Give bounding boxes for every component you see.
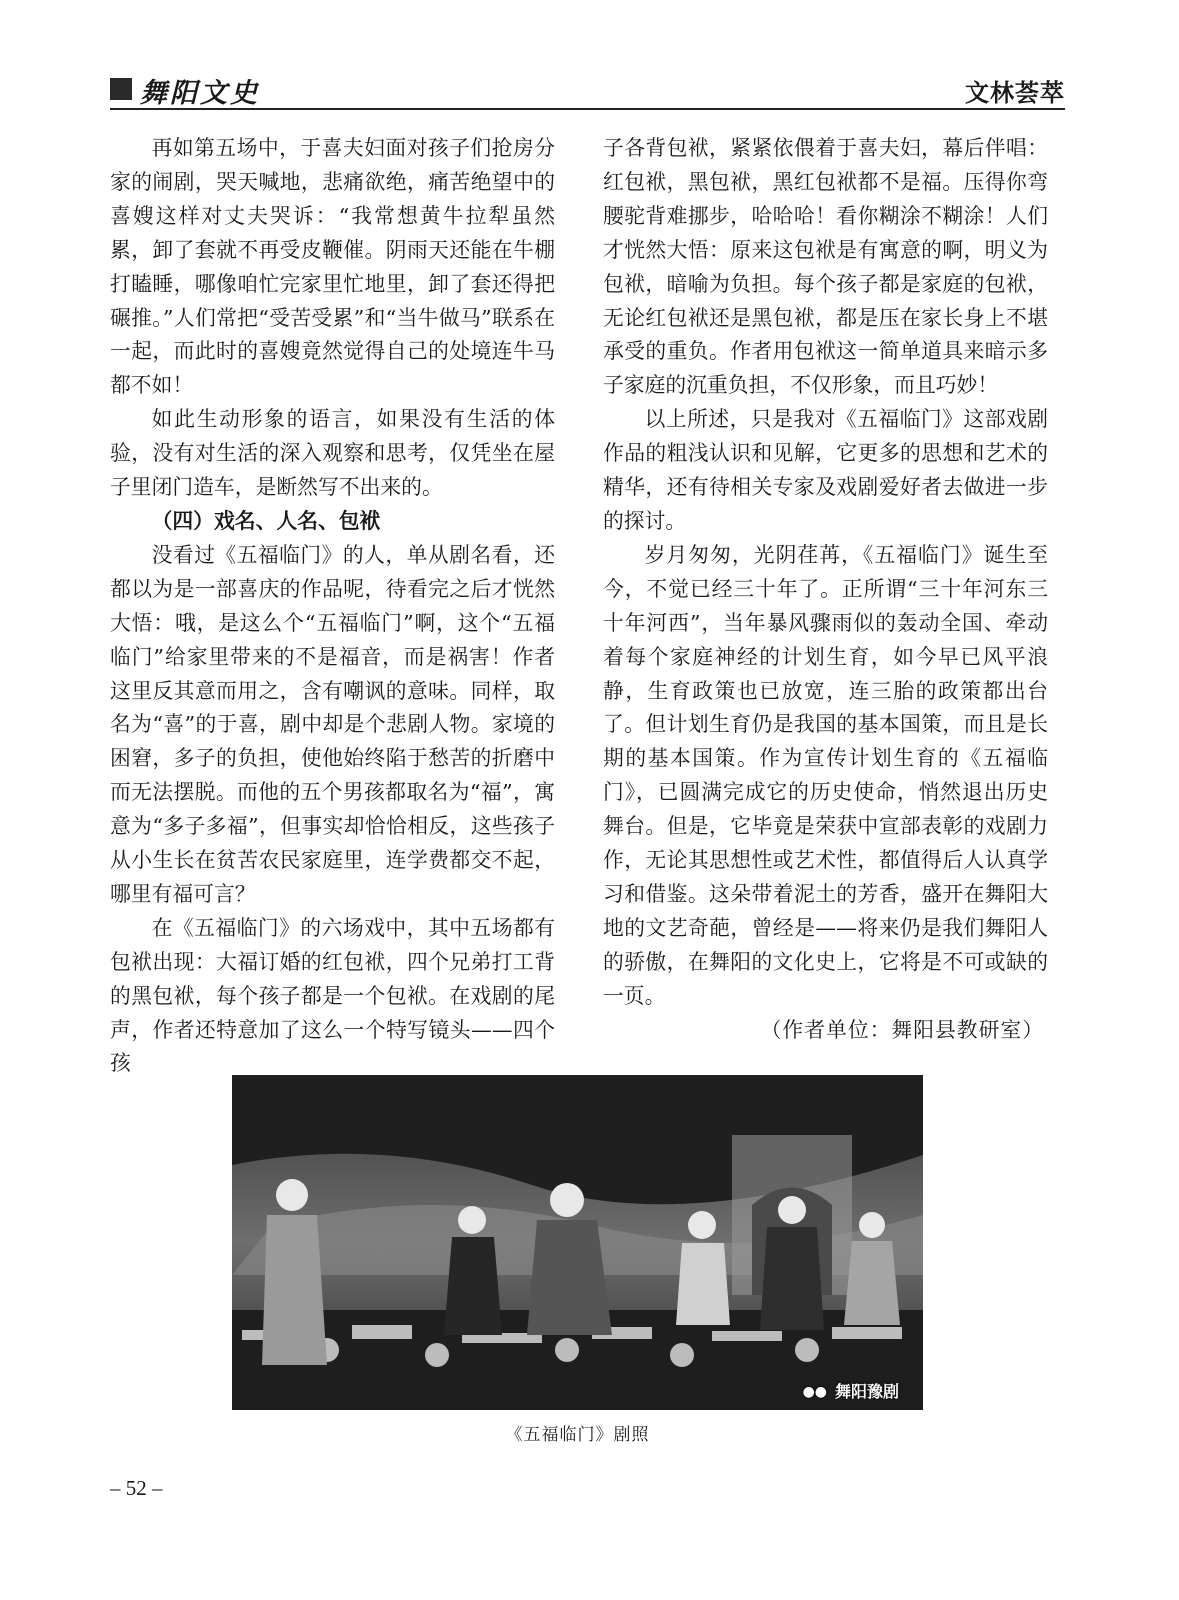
paragraph: 岁月匆匆，光阴荏苒，《五福临门》诞生至今，不觉已经三十年了。正所谓“三十年河东三十年河西”，当年暴风骤雨似的轰动全国、牵动着每个家庭神经的计划生育，如今早已风平浪静，生育政策也已放宽，连三胎的政策都出台了。但计划生育仍是我国的基本国策，而且是长期的基本国策。作为宣传计划生育的《五福临门》，已圆满完成它的历史使命，悄然退出历史舞台。但是，它毕竟是荣获中宣部表彰的戏剧力作，无论其思想性或艺术性，都值得后人认真学习和借鉴。这朵带着泥土的芳香，盛开在舞阳大地的文艺奇葩，曾经是——将来仍是我们舞阳人的骄傲，在舞阳的文化史上，它将是不可或缺的一页。	[603, 542, 1048, 1008]
journal-title: 舞阳文史	[140, 78, 260, 109]
section-subheading: （四）戏名、人名、包袱	[151, 508, 381, 533]
photo-watermark: 舞阳豫剧	[834, 1382, 899, 1401]
paragraph: 如此生动形象的语言，如果没有生活的体验，没有对生活的深入观察和思考，仅凭坐在屋子里闭门造车，是断然写不出来的。	[110, 407, 555, 500]
section-title: 文林荟萃	[965, 79, 1065, 107]
paragraph-continued: 子各背包袱，紧紧依偎着于喜夫妇，幕后伴唱：红包袱，黑包袱，黑红包袱都不是福。压得你弯腰驼背难挪步，哈哈哈！看你糊涂不糊涂！人们才恍然大悟：原来这包袱是有寓意的啊，明义为包袱，暗喻为负担。每个孩子都是家庭的包袱，无论红包袱还是黑包袱，都是压在家长身上不堪承受的重负。作者用包袱这一简单道具来暗示多子家庭的沉重负担，不仅形象，而且巧妙！	[603, 136, 1048, 398]
page-header	[110, 70, 1065, 110]
left-column	[110, 132, 555, 1081]
wechat-icon: ●●	[802, 1384, 827, 1400]
stage-photo-image	[232, 1075, 923, 1410]
photo-caption: 《五福临门》剧照	[505, 1425, 650, 1445]
stage-photo	[232, 1075, 923, 1410]
paragraph: 以上所述，只是我对《五福临门》这部戏剧作品的粗浅认识和见解，它更多的思想和艺术的精华，还有待相关专家及戏剧爱好者去做进一步的探讨。	[603, 407, 1048, 533]
paragraph: 没看过《五福临门》的人，单从剧名看，还都以为是一部喜庆的作品呢，待看完之后才恍然大悟：哦，是这么个“五福临门”啊，这个“五福临门”给家里带来的不是福音，而是祸害！作者这里反其意而用之，含有嘲讽的意味。同样，取名为“喜”的于喜，剧中却是个悲剧人物。家境的困窘，多子的负担，使他始终陷于愁苦的折磨中而无法摆脱。而他的五个男孩都取名为“福”，寓意为“多子多福”，但事实却恰恰相反，这些孩子从小生长在贫苦农民家庭里，连学费都交不起，哪里有福可言？	[110, 542, 555, 906]
right-column	[603, 132, 1048, 1047]
paragraph: 再如第五场中，于喜夫妇面对孩子们抢房分家的闹剧，哭天喊地，悲痛欲绝，痛苦绝望中的喜嫂这样对丈夫哭诉：“我常想黄牛拉犁虽然累，卸了套就不再受皮鞭催。阴雨天还能在牛棚打瞌睡，哪像咱忙完家里忙地里，卸了套还得把碾推。”人们常把“受苦受累”和“当牛做马”联系在一起，而此时的喜嫂竟然觉得自己的处境连牛马都不如！	[110, 136, 555, 398]
header-square-mark	[110, 78, 132, 100]
author-affiliation: （作者单位：舞阳县教研室）	[760, 1017, 1044, 1042]
paragraph: 在《五福临门》的六场戏中，其中五场都有包袱出现：大福订婚的红包袱，四个兄弟打工背的黑包袱，每个孩子都是一个包袱。在戏剧的尾声，作者还特意加了这么一个特写镜头——四个孩	[110, 915, 555, 1076]
page-number: – 52 –	[110, 1476, 163, 1500]
